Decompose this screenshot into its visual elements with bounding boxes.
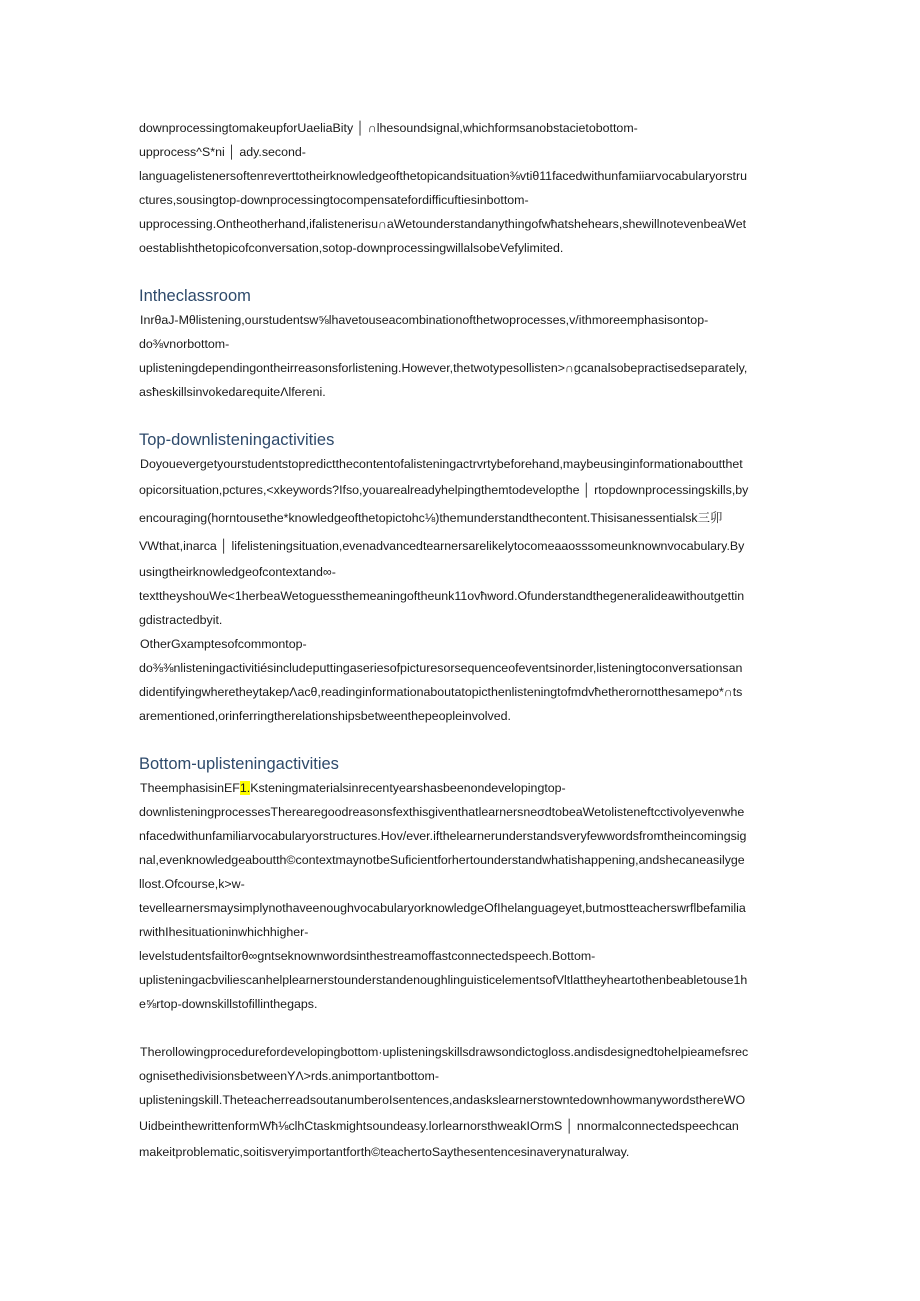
text-line: levelstudentsfailtorθ∞gntseknownwordsinthestreamoffastconnectedspeech.Bottom-: [139, 949, 596, 963]
text-line: opicorsituation,pctures,<xkeywords?Ifso,youarealreadyhelpingthemtodevelopthe │ rtopdownprocessingskills,by: [139, 483, 749, 497]
text-line: gdistractedbyit.: [139, 613, 223, 627]
text-line: oestablishthetopicofconversation,sotop-downprocessingwillalsobeVefylimited.: [139, 241, 564, 255]
text-line: downprocessingtomakeupforUaeliaBity │ ∩lhesoundsignal,whichformsanobstacietobottom-: [139, 121, 638, 135]
text-line: OtherGxamptesofcommontop-: [140, 637, 307, 651]
text-line: downlisteningprocessesTherearegoodreasonsfexthisgiventhatlearnersneσdtobeaWetolisteneftcctivolyevenwhe: [139, 805, 745, 819]
text-run: Ksteningmaterialsinrecentyearshasbeenondevelopingtop-: [250, 781, 566, 795]
text-line: makeitproblematic,soitisveryimportantforth©teachertoSaythesentencesinaverynaturalway.: [139, 1145, 630, 1159]
text-line: arementioned,orinferringtherelationshipsbetweenthepeopleinvolved.: [139, 709, 511, 723]
highlighted-text: 1.: [239, 781, 251, 795]
bottom-up-paragraph: [139, 776, 787, 1016]
text-line: VWthat,inarca │ lifelisteningsituation,evenadvancedtearnersarelikelytocomeaaosssomeunknownvocabulary.By: [139, 539, 745, 553]
text-line: upprocessing.Ontheotherhand,ifalistenerisu∩aWetounderstandanythingofwħatshehears,shewillnotevenbeaWet: [139, 217, 747, 231]
classroom-paragraph: [139, 308, 787, 404]
text-line: [139, 776, 787, 800]
text-line: ognisethedivisionsbetweenYΛ>rds.animportantbottom-: [139, 1069, 439, 1083]
text-line: ctures,sousingtop-downprocessingtocompensatefordifficuftiesinbottom-: [139, 193, 529, 207]
text-line: texttheyshouWe<1herbeaWetoguessthemeaningoftheunk11ovħword.Ofunderstandthegeneralideawithoutgettin: [139, 589, 745, 603]
text-line: uplisteningacbviliescanhelplearnerstounderstandenoughlinguisticelementsofVltlattheyheartothenbeabletouse1h: [139, 973, 748, 987]
section-heading-classroom: Intheclassroom: [139, 287, 251, 305]
text-line: do⅜vnorbottom-: [139, 337, 230, 351]
text-line: Doyouevergetyourstudentstopredictthecontentofalisteningactrvrtybeforehand,maybeusinginformationaboutthet: [140, 457, 743, 471]
text-line: upprocess^S*ni │ ady.second-: [139, 145, 306, 159]
text-line: languagelistenersoftenreverttotheirknowledgeofthetopicandsituation⅜vtiθ11facedwithunfamiiarvocabularyorstru: [139, 169, 747, 183]
text-line: uplisteningskill.TheteacherreadsoutanumberoIsentences,andaskslearnerstowntedownhowmanywordsthereWO: [139, 1093, 746, 1107]
text-line: nfacedwithunfamiliarvocabularyorstructures.Hov/ever.ifthelearnerunderstandsveryfewwordsfromtheincomingsig: [139, 829, 747, 843]
text-line: UidbeinthewrittenformWħ⅛clhCtaskmightsoundeasy.lorlearnorsthweakIOrmS │ nnormalconnectedspeechcan: [139, 1119, 739, 1133]
text-line: tevellearnersmaysimplynothaveenoughvocabularyorknowledgeOfIhelanguageyet,butmostteacherswrflbefamilia: [139, 901, 746, 915]
intro-paragraph: [139, 116, 787, 260]
text-line: encouraging(horntousethe*knowledgeofthetopictohc⅛)themunderstandthecontent.Thisisanessentialsk三卯: [139, 511, 723, 525]
text-line: didentifyingwheretheytakepΛacθ,readinginformationaboutatopicthenlisteningtofmdvħetherornotthesamepo*∩ts: [139, 685, 743, 699]
section-heading-top-down: Top-downlisteningactivities: [139, 431, 335, 449]
text-line: InrθaJ-Mθlistening,ourstudentsw⅝lhavetouseacombinationofthetwoprocesses,v/ithmoreemphasisontop-: [140, 313, 709, 327]
text-line: rwithIhesituationinwhichhigher-: [139, 925, 309, 939]
text-line: usingtheirknowledgeofcontextand∞-: [139, 565, 336, 579]
procedure-paragraph: [139, 1040, 787, 1164]
text-line: nal,evenknowledgeaboutth©contextmaynotbeSuficientforhertounderstandwhatishappening,andshecaneasilyge: [139, 853, 745, 867]
text-line: asħeskillsinvokedarequiteΛlfereni.: [139, 385, 326, 399]
section-heading-bottom-up: Bottom-uplisteningactivities: [139, 755, 339, 773]
text-line: llost.Ofcourse,k>w-: [139, 877, 245, 891]
text-line: do⅜⅜nlisteningactivitiésincludeputtingaseriesofpicturesorsequenceofeventsinorder,listeningtoconversationsan: [139, 661, 743, 675]
document-page: [139, 116, 787, 1164]
top-down-paragraph: [139, 452, 787, 728]
text-run: TheemphasisinEF: [140, 781, 240, 795]
text-line: Therollowingprocedurefordevelopingbottom·uplisteningskillsdrawsondictogloss.andisdesignedtohelpieamefsrec: [140, 1045, 749, 1059]
text-line: uplisteningdependingontheirreasonsforlistening.However,thetwotypesollisten>∩gcanalsobepractisedseparately,: [139, 361, 748, 375]
text-line: e⅝rtop-downskillstofillinthegaps.: [139, 997, 318, 1011]
